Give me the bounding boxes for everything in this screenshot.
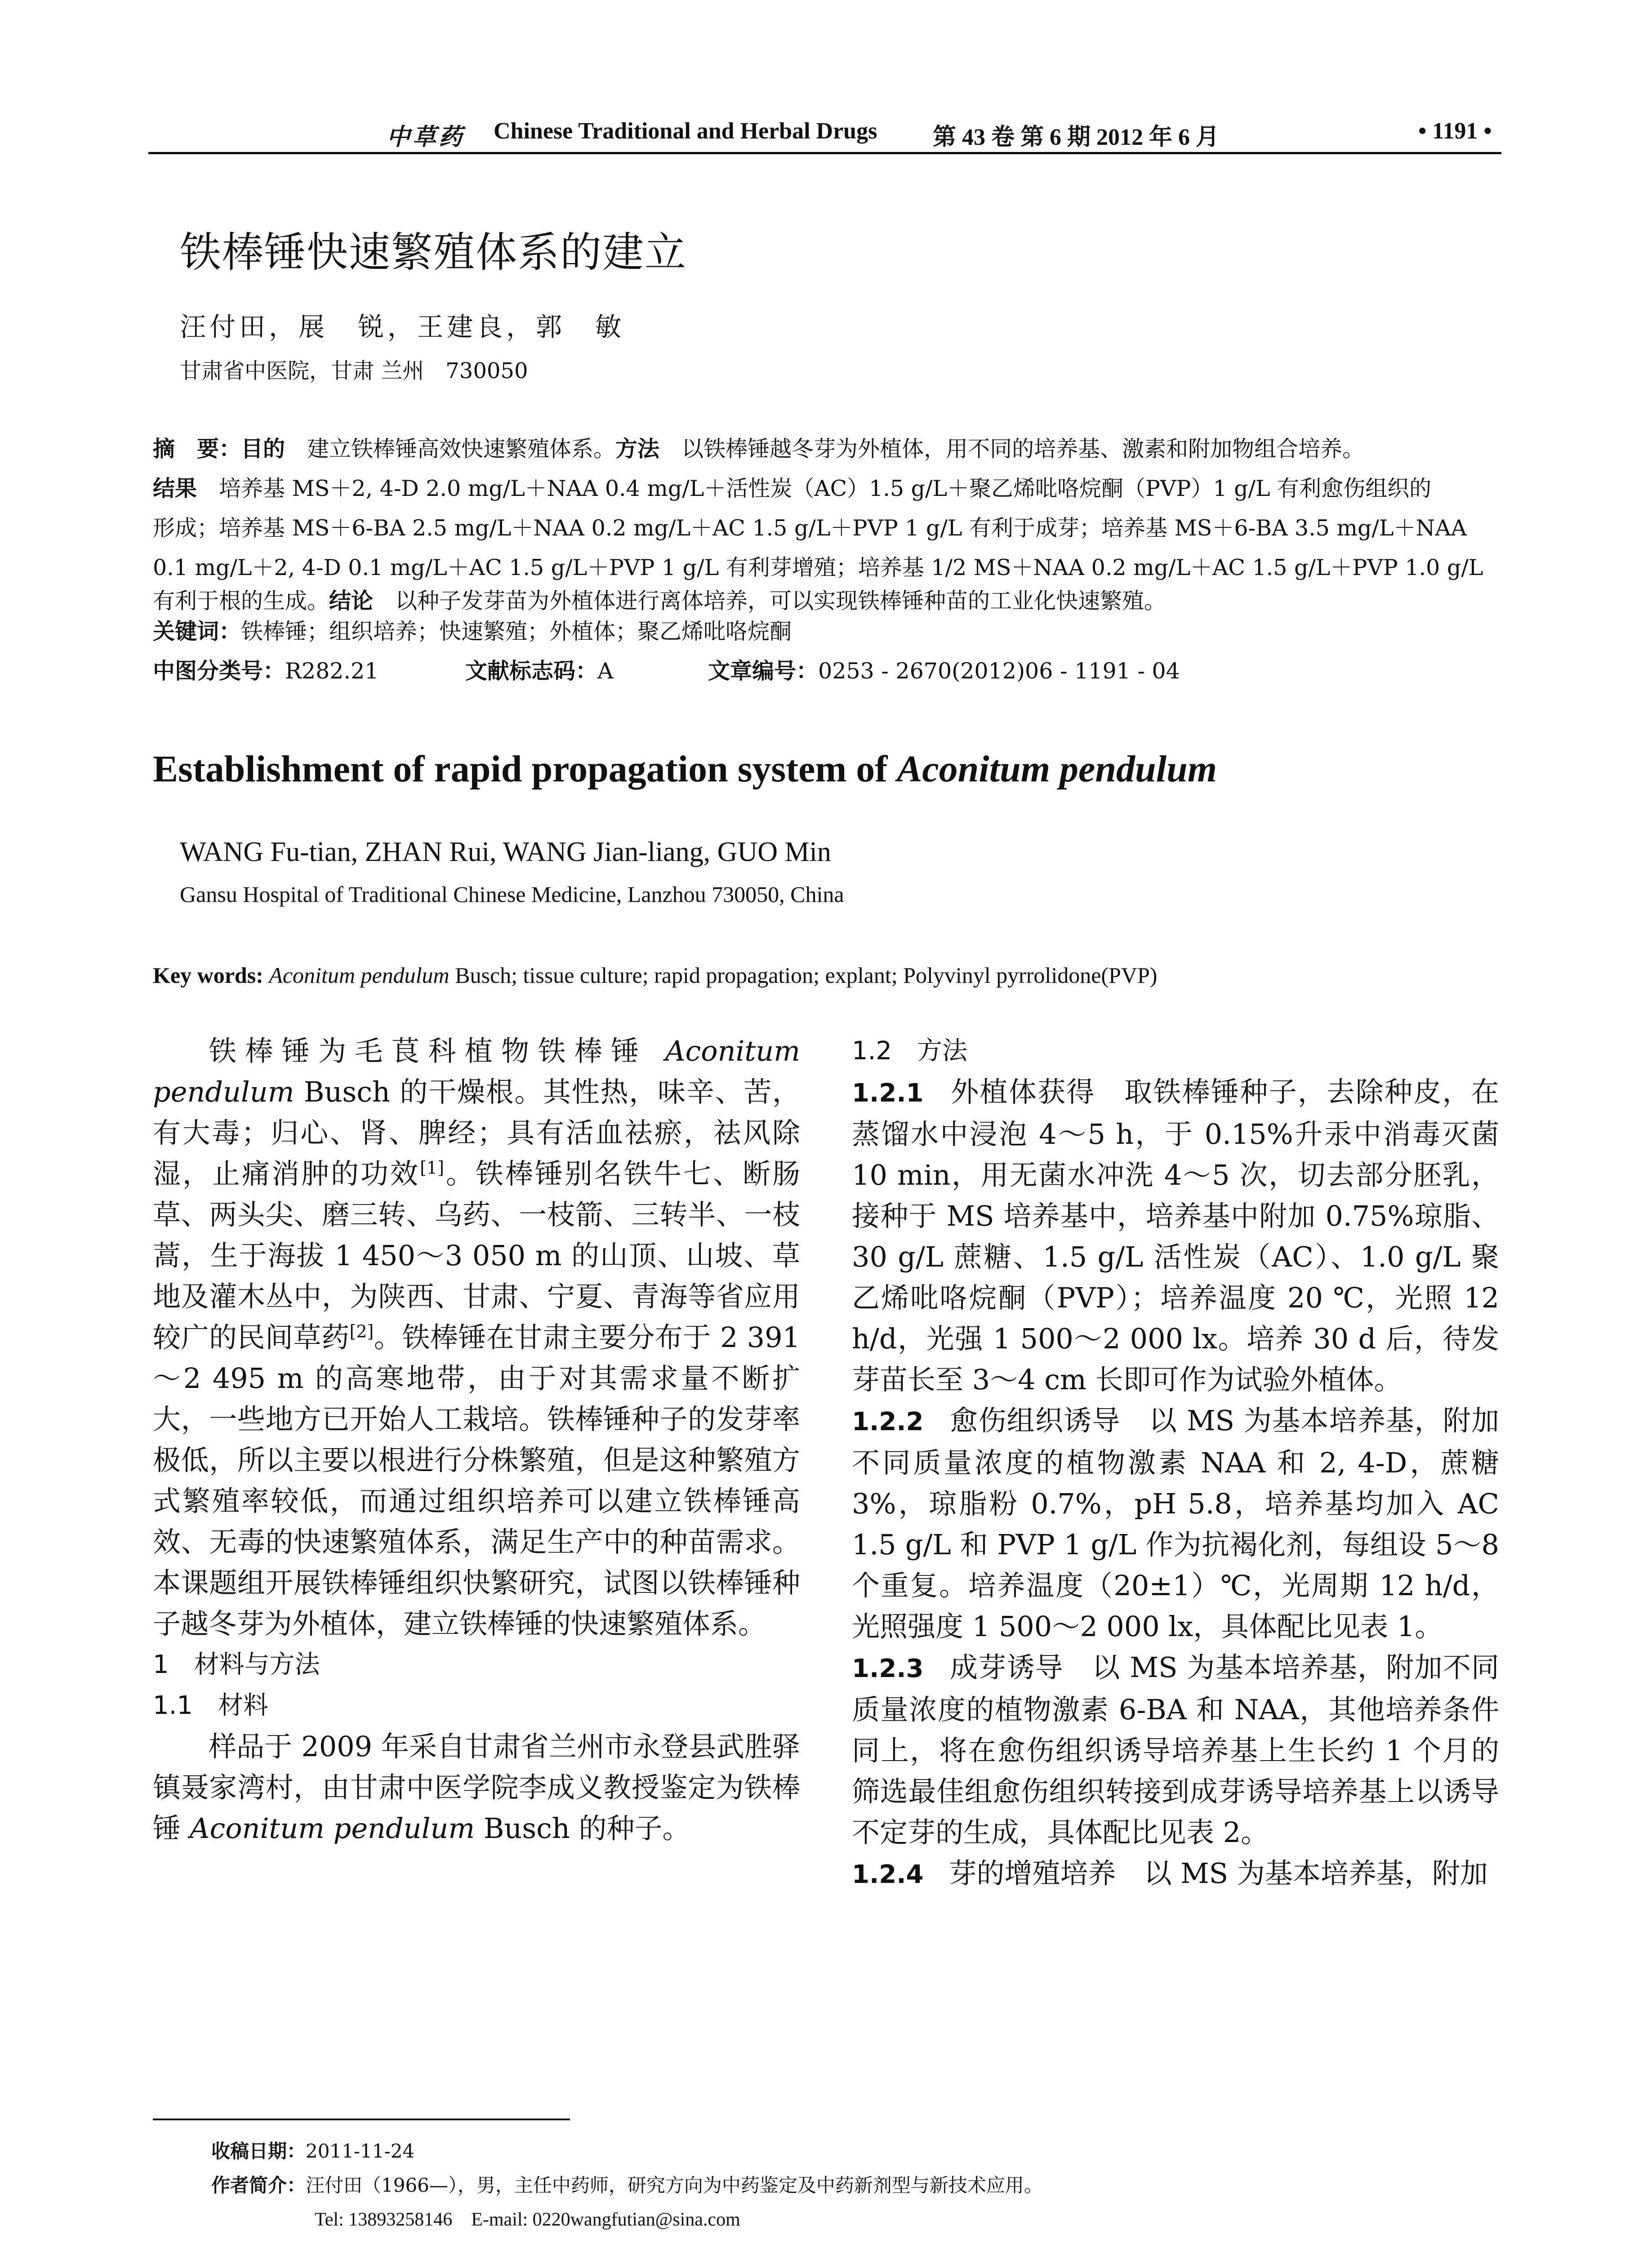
species-name: Aconitum pendulum [189,1812,475,1845]
footnote-received [211,2136,414,2163]
abstract-text: 形成；培养基 MS＋6-BA 2.5 mg/L＋NAA 0.2 mg/L＋AC 1.5 g/L＋PVP 1 g/L 有利于成芽；培养基 MS＋6-BA 3.5 mg/L＋NAA [153,515,1467,541]
text-run: 愈伤组织诱导 以 MS 为基本培养基，附加不同质量浓度的植物激素 NAA 和 2, 4-D，蔗糖 3%，琼脂粉 0.7%，pH 5.8，培养基均加入 AC 1.5 g/L 和 PVP 1 g/L 作为抗褐化剂，每组设 5～8 个重复。培养温度（20±1）℃，光周期 12 h/d，光照强度 1 500～2 000 lx，具体配比见表 1。 [852,1404,1499,1643]
body-paragraph [153,1726,800,1849]
doc-code-label: 文献标志码： [465,658,598,684]
doc-code-value: A [597,658,614,684]
section-heading [852,1030,1499,1071]
abstract-line [153,557,1483,579]
subsection-number: 1.2.4 [852,1860,949,1889]
body-column-left [153,1030,800,1849]
doc-code-row [465,660,613,682]
body-paragraph [852,1647,1499,1853]
body-paragraph [852,1853,1499,1895]
abstract-label: 方法 [615,436,660,462]
authors-en: WANG Fu-tian, ZHAN Rui, WANG Jian-liang, GUO Min [180,837,831,867]
keywords-en [153,962,1157,988]
citation-ref: [1] [420,1158,444,1178]
text-run: 。铁棒锤在甘肃主要分布于 2 391～2 495 m 的高寒地带，由于对其需求量不断扩大，一些地方已开始人工栽培。铁棒锤种子的发芽率极低，所以主要以根进行分株繁殖，但是这种繁殖方式繁殖率较低，而通过组织培养可以建立铁棒锤高效、无毒的快速繁殖体系，满足生产中的种苗需求。本课题组开展铁棒锤组织快繁研究，试图以铁棒锤种子越冬芽为外植体，建立铁棒锤的快速繁殖体系。 [153,1321,800,1640]
abstract-label: 结果 [153,476,197,501]
text-run: 成芽诱导 以 MS 为基本培养基，附加不同质量浓度的植物激素 6-BA 和 NAA，其他培养条件同上，将在愈伤组织诱导培养基上生长约 1 个月的筛选最佳组愈伤组织转接到成芽诱导培养基上以诱导不定芽的生成，具体配比见表 2。 [852,1651,1499,1849]
body-paragraph [852,1400,1499,1647]
abstract-line [153,438,1364,460]
text-run: 1 材料与方法 [153,1650,320,1679]
text-run: 。铁棒锤别名铁牛七、断肠草、两头尖、磨三转、乌药、一枝箭、三转半、一枝蒿，生于海拔 1 450～3 050 m 的山顶、山坡、草地及灌木丛中，为陕西、甘肃、宁夏、青海等省应用较广的民间草药 [153,1157,800,1354]
header-rule [148,152,1501,154]
keywords-cn-label: 关键词： [153,619,241,644]
text-run: 芽的增殖培养 以 MS 为基本培养基，附加 [948,1857,1488,1890]
clc-value: R282.21 [285,658,379,684]
body-paragraph [153,1030,800,1644]
author-bio: 汪付田（1966—），男，主任中药师，研究方向为中药鉴定及中药新剂型与新技术应用。 [306,2174,1043,2196]
title-en [153,747,1217,791]
keywords-en-label: Key words: [153,963,269,988]
journal-title-cn: 中草药 [387,123,465,151]
abstract-text: 以种子发芽苗为外植体进行离体培养，可以实现铁棒锤种苗的工业化快速繁殖。 [373,588,1167,614]
footnote-author [211,2171,1043,2198]
abstract-line [153,590,1166,612]
clc-label: 中图分类号： [153,658,285,684]
body-paragraph [852,1071,1499,1400]
received-label: 收稿日期： [211,2140,306,2162]
keywords-en-species: Aconitum pendulum [269,963,450,988]
keywords-cn [153,620,792,642]
abstract-label: 目的 [241,436,285,462]
body-column-right [852,1030,1499,1895]
article-no-row [708,660,1180,682]
footnote-contact: Tel: 13893258146 E-mail: 0220wangfutian@sina.com [315,2209,740,2230]
author-bio-label: 作者简介： [211,2174,306,2196]
text-run: 铁棒锤为毛茛科植物铁棒锤 [209,1035,665,1067]
text-run: Busch 的干燥根。其性热，味辛、苦，有大毒；归心、肾、脾经；具有活血祛瘀，祛风除湿，止痛消肿的功效 [153,1075,800,1190]
abstract-text: 建立铁棒锤高效快速繁殖体系。 [285,436,616,462]
journal-title-en: Chinese Traditional and Herbal Drugs [494,118,877,144]
text-run: 1.2 方法 [852,1036,968,1066]
text-run: 1.1 材料 [153,1691,269,1720]
title-en-species: Aconitum pendulum [897,748,1217,790]
title-en-prefix: Establishment of rapid propagation system of [153,748,897,790]
abstract-text: 0.1 mg/L＋2, 4-D 0.1 mg/L＋AC 1.5 g/L＋PVP 1 g/L 有利芽增殖；培养基 1/2 MS＋NAA 0.2 mg/L＋AC 1.5 g/L＋PVP 1.0 g/L [153,555,1483,580]
title-cn: 铁棒锤快速繁殖体系的建立 [180,228,687,277]
affiliation-cn: 甘肃省中医院，甘肃 兰州 730050 [180,358,528,384]
classification-row [153,660,378,682]
article-no-value: 0253 - 2670(2012)06 - 1191 - 04 [818,658,1180,684]
abstract-text: 有利于根的生成。 [153,588,330,614]
keywords-en-list: Busch; tissue culture; rapid propagation; explant; Polyvinyl pyrrolidone(PVP) [449,963,1158,988]
abstract-text: 以铁棒锤越冬芽为外植体，用不同的培养基、激素和附加物组合培养。 [659,436,1365,462]
affiliation-en: Gansu Hospital of Traditional Chinese Medicine, Lanzhou 730050, China [180,882,844,907]
abstract-label: 结论 [329,588,374,614]
page-number: • 1191 • [1418,118,1492,144]
received-date: 2011-11-24 [306,2140,415,2162]
text-run: 外植体获得 取铁棒锤种子，去除种皮，在蒸馏水中浸泡 4～5 h，于 0.15%升汞中消毒灭菌 10 min，用无菌水冲洗 4～5 次，切去部分胚乳，接种于 MS 培养基中，培养基中附加 0.75%琼脂、30 g/L 蔗糖、1.5 g/L 活性炭（AC）、1.0 g/L 聚乙烯吡咯烷酮（PVP）；培养温度 20 ℃，光照 12 h/d，光强 1 500～2 000 lx。培养 30 d 后，待发芽苗长至 3～4 cm 长即可作为试验外植体。 [852,1075,1499,1396]
section-heading [153,1685,800,1726]
journal-issue: 第 43 卷 第 6 期 2012 年 6 月 [933,125,1220,150]
text-run: Busch 的种子。 [475,1812,690,1845]
abstract-line [153,477,1431,500]
section-heading [153,1644,800,1685]
subsection-number: 1.2.3 [852,1654,950,1683]
subsection-number: 1.2.1 [852,1079,951,1108]
species-name: Aconitum pendulum [153,1035,800,1108]
subsection-number: 1.2.2 [852,1407,950,1436]
authors-cn: 汪付田，展 锐，王建良，郭 敏 [180,312,625,342]
abstract-text: 培养基 MS＋2, 4-D 2.0 mg/L＋NAA 0.4 mg/L＋活性炭（AC）1.5 g/L＋聚乙烯吡咯烷酮（PVP）1 g/L 有利愈伤组织的 [197,476,1432,501]
abstract-label: 摘 要： [153,436,241,462]
article-no-label: 文章编号： [708,658,819,684]
footnote-rule [153,2119,570,2120]
text-run: 样品于 2009 年采自甘肃省兰州市永登县武胜驿镇聂家湾村，由甘肃中医学院李成义教授鉴定为铁棒锤 [153,1730,800,1845]
keywords-cn-value: 铁棒锤；组织培养；快速繁殖；外植体；聚乙烯吡咯烷酮 [241,619,792,644]
citation-ref: [2] [349,1321,374,1342]
abstract-line [153,517,1467,539]
